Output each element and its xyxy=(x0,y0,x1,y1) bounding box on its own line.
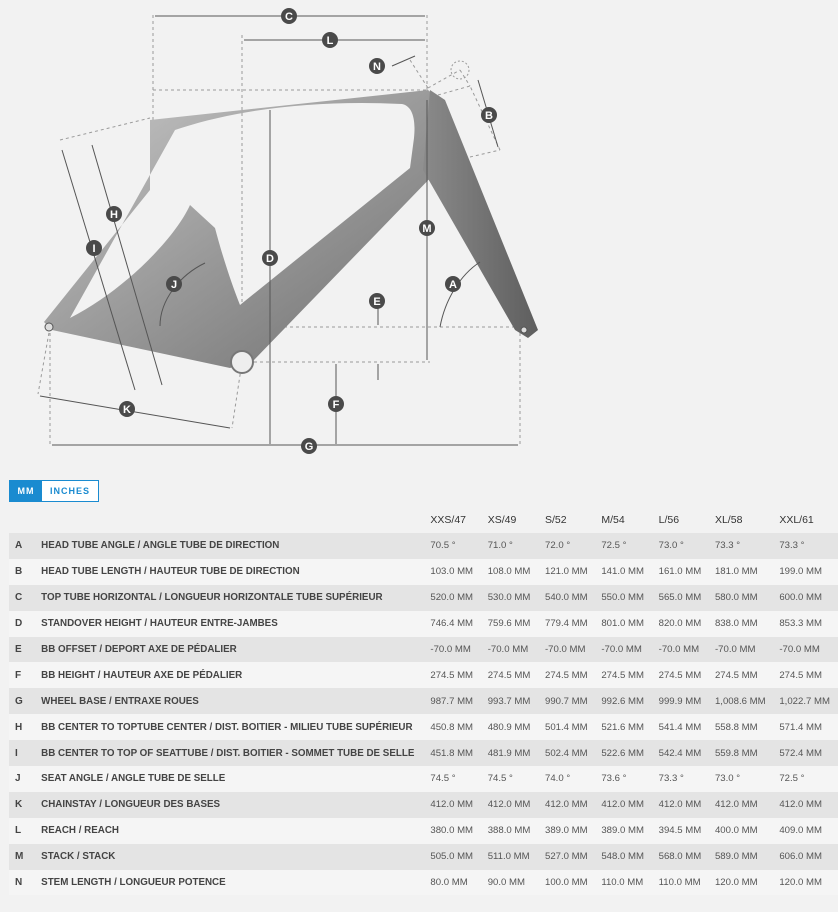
row-code: H xyxy=(15,721,23,733)
size-header: S/52 xyxy=(544,514,567,526)
marker-h-label: H xyxy=(110,209,118,221)
row-value: -70.0 MM xyxy=(601,644,642,655)
row-value: 103.0 MM xyxy=(430,566,474,578)
row-value: 412.0 MM xyxy=(544,799,588,811)
unit-toggle[interactable] xyxy=(9,480,99,502)
row-code: J xyxy=(15,773,21,785)
row-value: 838.0 MM xyxy=(714,618,758,630)
row-value: -70.0 MM xyxy=(714,644,756,655)
row-value: 589.0 MM xyxy=(714,851,758,863)
row-value: 412.0 MM xyxy=(487,799,531,811)
marker-c xyxy=(281,8,297,24)
marker-b xyxy=(481,107,497,123)
row-value: 274.5 MM xyxy=(601,669,644,681)
row-label: BB CENTER TO TOPTUBE CENTER / DIST. BOITIER - MILIEU TUBE SUPÉRIEUR xyxy=(41,721,413,733)
row-code: B xyxy=(15,566,23,578)
row-value: 73.3 ° xyxy=(779,540,805,552)
row-label: HEAD TUBE ANGLE / ANGLE TUBE DE DIRECTION xyxy=(41,540,280,552)
row-value: 540.0 MM xyxy=(544,592,588,604)
row-label: CHAINSTAY / LONGUEUR DES BASES xyxy=(41,799,221,811)
row-value: 72.0 ° xyxy=(544,540,571,552)
row-label: STACK / STACK xyxy=(41,851,116,863)
marker-j xyxy=(166,276,182,292)
row-code: D xyxy=(15,618,23,630)
row-value: 121.0 MM xyxy=(544,566,588,578)
row-label: BB HEIGHT / HAUTEUR AXE DE PÉDALIER xyxy=(41,669,243,681)
row-value: 572.4 MM xyxy=(779,747,822,759)
row-label: TOP TUBE HORIZONTAL / LONGUEUR HORIZONTALE TUBE SUPÉRIEUR xyxy=(41,592,383,604)
row-value: -70.0 MM xyxy=(487,644,529,655)
row-value: 199.0 MM xyxy=(779,566,822,578)
row-value: 820.0 MM xyxy=(658,618,702,630)
row-value: 480.9 MM xyxy=(487,721,531,733)
table-row xyxy=(9,533,838,559)
table-row xyxy=(9,740,838,766)
marker-j-label: J xyxy=(170,279,178,291)
table-row xyxy=(9,792,838,818)
row-value: 389.0 MM xyxy=(544,825,588,837)
marker-b-label: B xyxy=(485,110,493,122)
marker-d-label: D xyxy=(266,253,274,265)
row-value: 70.5 ° xyxy=(430,540,456,552)
row-code: N xyxy=(15,877,23,889)
row-value: -70.0 MM xyxy=(430,644,471,655)
table-row xyxy=(9,766,838,792)
marker-n-label: N xyxy=(373,61,381,73)
table-row xyxy=(9,714,838,740)
row-value: 558.8 MM xyxy=(714,721,758,733)
row-value: 72.5 ° xyxy=(601,540,627,552)
row-value: 380.0 MM xyxy=(430,825,474,837)
row-value: 74.5 ° xyxy=(430,773,456,785)
row-code: L xyxy=(15,825,22,837)
row-value: 505.0 MM xyxy=(430,851,474,863)
row-value: 559.8 MM xyxy=(714,747,758,759)
row-code: K xyxy=(15,799,23,811)
row-value: 450.8 MM xyxy=(430,721,474,733)
marker-k xyxy=(119,401,135,417)
marker-k-label: K xyxy=(123,404,131,416)
row-value: 73.0 ° xyxy=(714,773,741,785)
size-header: XXL/61 xyxy=(779,514,814,526)
row-value: 388.0 MM xyxy=(487,825,531,837)
row-value: 530.0 MM xyxy=(487,592,531,604)
row-value: -70.0 MM xyxy=(658,644,700,655)
row-value: 600.0 MM xyxy=(779,592,822,604)
row-code: A xyxy=(15,540,23,552)
marker-m xyxy=(419,220,435,236)
marker-a xyxy=(445,276,461,292)
row-label: STANDOVER HEIGHT / HAUTEUR ENTRE-JAMBES xyxy=(41,618,278,630)
row-value: 73.3 ° xyxy=(714,540,741,552)
row-value: 571.4 MM xyxy=(779,721,822,733)
row-value: 274.5 MM xyxy=(779,669,822,681)
marker-c-label: C xyxy=(285,11,293,23)
table-row xyxy=(9,844,838,870)
row-code: F xyxy=(15,669,22,681)
table-row xyxy=(9,611,838,637)
size-header: XL/58 xyxy=(714,514,743,526)
row-value: 481.9 MM xyxy=(487,747,531,759)
row-value: 565.0 MM xyxy=(658,592,702,604)
row-value: -70.0 MM xyxy=(544,644,586,655)
dimension-lines xyxy=(40,16,518,445)
size-header: L/56 xyxy=(658,514,680,526)
unit-inches-button[interactable]: INCHES xyxy=(49,486,90,496)
row-value: 522.6 MM xyxy=(601,747,644,759)
row-label: BB OFFSET / DEPORT AXE DE PÉDALIER xyxy=(41,644,237,655)
row-value: 992.6 MM xyxy=(601,695,644,707)
row-label: REACH / REACH xyxy=(41,825,119,837)
marker-d xyxy=(262,250,278,266)
row-code: M xyxy=(15,851,24,863)
row-value: 580.0 MM xyxy=(714,592,758,604)
row-label: HEAD TUBE LENGTH / HAUTEUR TUBE DE DIRECTION xyxy=(41,566,300,578)
row-value: 412.0 MM xyxy=(658,799,702,811)
row-value: 120.0 MM xyxy=(714,877,758,889)
row-value: 161.0 MM xyxy=(658,566,702,578)
marker-n xyxy=(369,58,385,74)
marker-m-label: M xyxy=(422,223,432,235)
row-value: 412.0 MM xyxy=(430,799,474,811)
marker-i xyxy=(86,240,102,256)
row-code: E xyxy=(15,644,22,655)
row-label: STEM LENGTH / LONGUEUR POTENCE xyxy=(41,877,226,889)
row-label: SEAT ANGLE / ANGLE TUBE DE SELLE xyxy=(41,773,226,785)
row-value: 451.8 MM xyxy=(430,747,474,759)
row-value: 606.0 MM xyxy=(779,851,822,863)
table-row xyxy=(9,559,838,585)
row-value: 274.5 MM xyxy=(544,669,588,681)
marker-f-label: F xyxy=(332,399,340,411)
row-value: 90.0 MM xyxy=(487,877,526,889)
marker-g xyxy=(301,438,317,454)
row-value: 548.0 MM xyxy=(601,851,644,863)
row-value: 274.5 MM xyxy=(658,669,702,681)
row-value: 274.5 MM xyxy=(487,669,531,681)
table-row xyxy=(9,662,838,688)
row-value: 400.0 MM xyxy=(714,825,758,837)
marker-e-label: E xyxy=(373,296,381,308)
row-code: G xyxy=(15,695,23,707)
row-value: 120.0 MM xyxy=(779,877,822,889)
row-value: 993.7 MM xyxy=(487,695,531,707)
row-value: 71.0 ° xyxy=(487,540,513,552)
row-value: 501.4 MM xyxy=(544,721,588,733)
marker-g-label: G xyxy=(304,441,314,453)
row-value: 274.5 MM xyxy=(714,669,758,681)
row-value: 389.0 MM xyxy=(601,825,644,837)
row-value: 73.6 ° xyxy=(601,773,627,785)
size-header: XS/49 xyxy=(487,514,517,526)
marker-l xyxy=(322,32,338,48)
row-label: WHEEL BASE / ENTRAXE ROUES xyxy=(41,695,199,707)
row-value: 412.0 MM xyxy=(714,799,758,811)
row-value: 409.0 MM xyxy=(779,825,822,837)
table-row xyxy=(9,818,838,844)
row-value: 550.0 MM xyxy=(601,592,644,604)
row-value: 759.6 MM xyxy=(487,618,531,630)
row-value: 110.0 MM xyxy=(658,877,701,889)
row-value: 412.0 MM xyxy=(601,799,644,811)
dimension-markers xyxy=(86,8,497,454)
marker-f xyxy=(328,396,344,412)
row-value: 746.4 MM xyxy=(430,618,474,630)
row-value: 542.4 MM xyxy=(658,747,702,759)
row-value: 541.4 MM xyxy=(658,721,702,733)
unit-mm-button[interactable]: MM xyxy=(10,481,42,501)
row-value: 108.0 MM xyxy=(487,566,531,578)
table-row xyxy=(9,688,838,714)
row-value: 80.0 MM xyxy=(430,877,468,889)
row-value: 274.5 MM xyxy=(430,669,474,681)
size-header: XXS/47 xyxy=(430,514,466,526)
row-value: 181.0 MM xyxy=(714,566,758,578)
marker-a-label: A xyxy=(449,279,457,291)
row-label: BB CENTER TO TOP OF SEATTUBE / DIST. BOITIER - SOMMET TUBE DE SELLE xyxy=(41,747,415,759)
row-value: 74.0 ° xyxy=(544,773,571,785)
marker-h xyxy=(106,206,122,222)
size-header: M/54 xyxy=(601,514,625,526)
row-value: 521.6 MM xyxy=(601,721,644,733)
row-value: 141.0 MM xyxy=(601,566,644,578)
row-value: 999.9 MM xyxy=(658,695,702,707)
row-value: 394.5 MM xyxy=(658,825,702,837)
row-code: C xyxy=(15,592,23,604)
row-value: 779.4 MM xyxy=(544,618,588,630)
row-value: 72.5 ° xyxy=(779,773,805,785)
row-value: 100.0 MM xyxy=(544,877,588,889)
row-code: I xyxy=(15,747,18,759)
marker-l-label: L xyxy=(326,35,334,47)
table-row xyxy=(9,870,838,896)
row-value: 1,008.6 MM xyxy=(714,695,766,707)
row-value: 990.7 MM xyxy=(544,695,588,707)
size-header-row xyxy=(9,507,838,533)
row-value: 502.4 MM xyxy=(544,747,588,759)
row-value: 987.7 MM xyxy=(430,695,474,707)
construction-lines xyxy=(38,15,520,445)
marker-i-label: I xyxy=(92,243,96,255)
row-value: 801.0 MM xyxy=(601,618,644,630)
row-value: 73.0 ° xyxy=(658,540,684,552)
row-value: 74.5 ° xyxy=(487,773,513,785)
row-value: 110.0 MM xyxy=(601,877,644,889)
row-value: 73.3 ° xyxy=(658,773,684,785)
table-row xyxy=(9,637,838,663)
marker-e xyxy=(369,293,385,309)
row-value: -70.0 MM xyxy=(779,644,820,655)
row-value: 520.0 MM xyxy=(430,592,474,604)
row-value: 853.3 MM xyxy=(779,618,822,630)
geometry-table xyxy=(9,507,838,895)
bike-frame xyxy=(44,90,538,373)
row-value: 527.0 MM xyxy=(544,851,588,863)
table-row xyxy=(9,585,838,611)
row-value: 412.0 MM xyxy=(779,799,822,811)
row-value: 568.0 MM xyxy=(658,851,702,863)
row-value: 511.0 MM xyxy=(487,851,530,863)
row-value: 1,022.7 MM xyxy=(779,695,830,707)
